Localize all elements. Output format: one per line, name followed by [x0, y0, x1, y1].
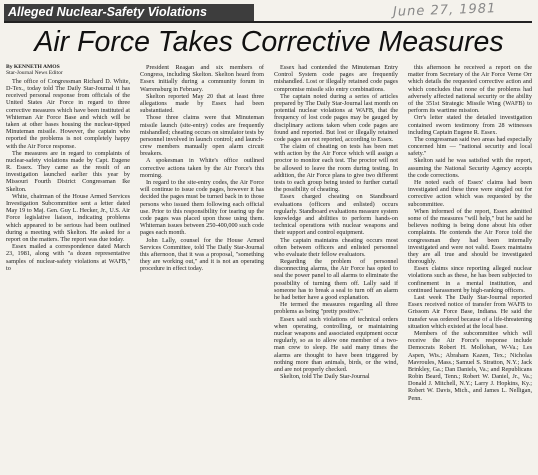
- article-paragraph: The claim of cheating on tests has been met with action by the Air Force which will assign a proctor to monitor each test. The proctor will not be allowed to leave the room during testing. In addition, the Air Force plans to give two different tests to each group being tested to further curtail the possibility of cheating.: [274, 143, 398, 194]
- article-paragraph: Those three claims were that Minuteman missile launch (site-entry) codes are frequently mishandled; cheating occurs on simulator tests by personnel involved in launch control; and launch-crew members manually open alarm circuit breakers.: [140, 114, 264, 158]
- article-paragraph: Essex said such violations of technical orders when operating, controlling, or maintaining nuclear weapons and associated equipment occur regularly, so as to allow one member of a two-man crew to sleep. He said many times the alarms are thought to have been triggered by nothing more than animals, birds, or the wind, and are not properly checked.: [274, 315, 398, 373]
- section-kicker: Alleged Nuclear-Safety Violations: [4, 4, 254, 21]
- article-paragraph: In regard to the site-entry codes, the Air Force will continue to issue code pages, however it has decided the pages must be turned back in to those persons who issued them following each official use. Prior to this responsibility for tearing up the code pages was placed upon those using them. Whiteman issues between 250-400,000 such code pages each month.: [140, 179, 264, 237]
- article-paragraph: Essex had contended the Minuteman Entry Control System code pages are frequently mishandled. Lost or illegally retained code pages compromise missile silo entry combinations.: [274, 64, 398, 93]
- article-paragraph: White, chairman of the House Armed Services Investigation Subcommittee sent a letter dated May 19 to Maj. Gen. Guy L. Hecker, Jr., U.S. Air Force legislative liaison, indicating problems which appeared to be serious had been outlined during a meeting with Skelton. He asked for a report on the matters. The report was due today.: [6, 192, 130, 243]
- article-paragraph: He termed the measures regarding all three problems as being "pretty positive.": [274, 301, 398, 316]
- article-column-1: [6, 64, 130, 473]
- column-1-paragraphs: [6, 78, 130, 272]
- byline: By KENNETH AMOS: [6, 64, 60, 70]
- article-paragraph: Essex claims since reporting alleged nuclear violations such as these, he has been subjected to confinement in a mental institution, and continued harassment by high-ranking officers.: [408, 265, 532, 294]
- article-paragraph: Skelton said he was satisfied with the report, assuming the National Security Agency accepts the code corrections.: [408, 157, 532, 179]
- article-paragraph: Skelton, told The Daily Star-Journal: [280, 373, 370, 381]
- handwritten-date: June 27, 1981: [392, 1, 497, 20]
- byline-affiliation: Star-Journal News Editor: [6, 70, 63, 77]
- article-column-4: [408, 64, 532, 473]
- article-paragraph: The measures are in regard to complaints of nuclear-safety violations made by Capt. Eugene R. Essex. They came as the result of an investigation launched earlier this year by Missouri Fourth District Congressman Ike Skelton.: [6, 149, 130, 193]
- headline: Air Force Takes Corrective Measures: [34, 26, 504, 58]
- article-paragraph: John Lally, counsel for the House Armed Services Committee, told The Daily Star-Journal this afternoon, that it was a proposal, "something they are working out," and it is not an operating procedure in effect today.: [140, 236, 264, 273]
- article-column-3: [274, 64, 398, 473]
- article-paragraph: Skelton reported May 20 that at least three allegations made by Essex had been substantiated.: [140, 92, 264, 115]
- article-paragraph: The captain maintains cheating occurs most often between officers and enlisted personnel who evaluate their fellow evaluators.: [274, 236, 398, 258]
- article-paragraph: Last week The Daily Star-Journal reported Essex received notice of transfer from WAFB to Grissom Air Force Base, Indiana. He said the transfer was ordered because of a life-threatening situation which existed at the local base.: [408, 294, 532, 330]
- header-rule: [4, 21, 532, 23]
- article-paragraph: this afternoon he received a report on the matter from Secretary of the Air Force Verne Orr which details the requested corrective action and which concludes that none of the problems had adversely affected national security or the ability of the 351st Strategic Missile Wing (WAFB) to perform its wartime mission.: [408, 64, 532, 115]
- article-paragraph: The congressman said two areas had especially concerned him — "national security and local safety.": [408, 135, 532, 158]
- article-column-2: [140, 64, 264, 473]
- article-paragraph: Orr's letter stated the detailed investigation contained sworn testimony from 28 witnesses including Captain Eugene R. Essex.: [408, 114, 532, 136]
- article-paragraph: Regarding the problem of personnel disconnecting alarms, the Air Force has opted to seal the power panel to all alarms to eliminate the possibility of turning them off. Lally said if someone has to break a seal to turn off an alarm he had better have a good explanation.: [274, 258, 398, 301]
- article-paragraph: Members of the subcommittee which will receive the Air Force's response include Democrats Robert H. Mollohan, W-Va.; Les Aspen, Wis.; Abraham Kazen, Tex.; Nicholas Mavroules, Mass.; Samuel S. Stratton, N.Y.; Jack Brinkley, Ga.; Dan Daniels, Va.; and Republicans Robin Beard, Tenn.; Robert W. Daniel, Jr., Va.; Donald J. Mitchell, N.Y.; Larry J. Hopkins, Ky.; Robert W. Davis, Mich., and James L. Nelligan, Penn.: [408, 329, 532, 402]
- article-paragraph: The captain noted during a series of articles prepared by The Daily Star-Journal last month on potential nuclear violations at WAFB, that the frequency of lost code pages may be gauged by disciplinary actions taken when code pages are found and reported. But lost or illegally retained code pages are not reported, according to Essex.: [274, 92, 398, 143]
- article-body: [6, 64, 534, 473]
- article-paragraph: Essex charged cheating on Standboard evaluations (officers and enlisted) occurs regularly. Standboard evaluations measure system knowledge and abilities to perform hands-on technical operations with nuclear weapons and their support and control equipment.: [274, 193, 398, 237]
- article-paragraph: He noted each of Essex' claims had been investigated and these three were singled out for corrective action which was requested by the subcommittee.: [408, 179, 532, 208]
- article-paragraph: When informed of the report, Essex admitted some of the measures "will help," but he said he believes nothing is being done about his other complaints. He contends the Air Force told the congressman they had been internally investigated and were not valid. Essex maintains they are all true and should be investigated thoroughly.: [408, 207, 532, 266]
- article-paragraph: President Reagan and six members of Congress, including Skelton. Skelton heard from Essex initially during a community forum in Warrensburg in February.: [140, 64, 264, 93]
- article-paragraph: A spokesman in White's office outlined corrective actions taken by the Air Force's this morning.: [140, 157, 264, 179]
- article-paragraph: Essex mailed a correspondence dated March 23, 1981, along with "a dozen representative samples of nuclear-safety violations at WAFB," to: [6, 243, 130, 272]
- article-paragraph: The office of Congressman Richard D. White, D-Tex., today told The Daily Star-Journal it has received personal response from officials of the United States Air Force in regard to three corrective measures which have been instituted at Whiteman Air Force Base and which will be taken at other bases housing the nuclear-tipped Minuteman missile. However, the captain who reported the problems is not completely happy with the Air Force response.: [6, 77, 130, 150]
